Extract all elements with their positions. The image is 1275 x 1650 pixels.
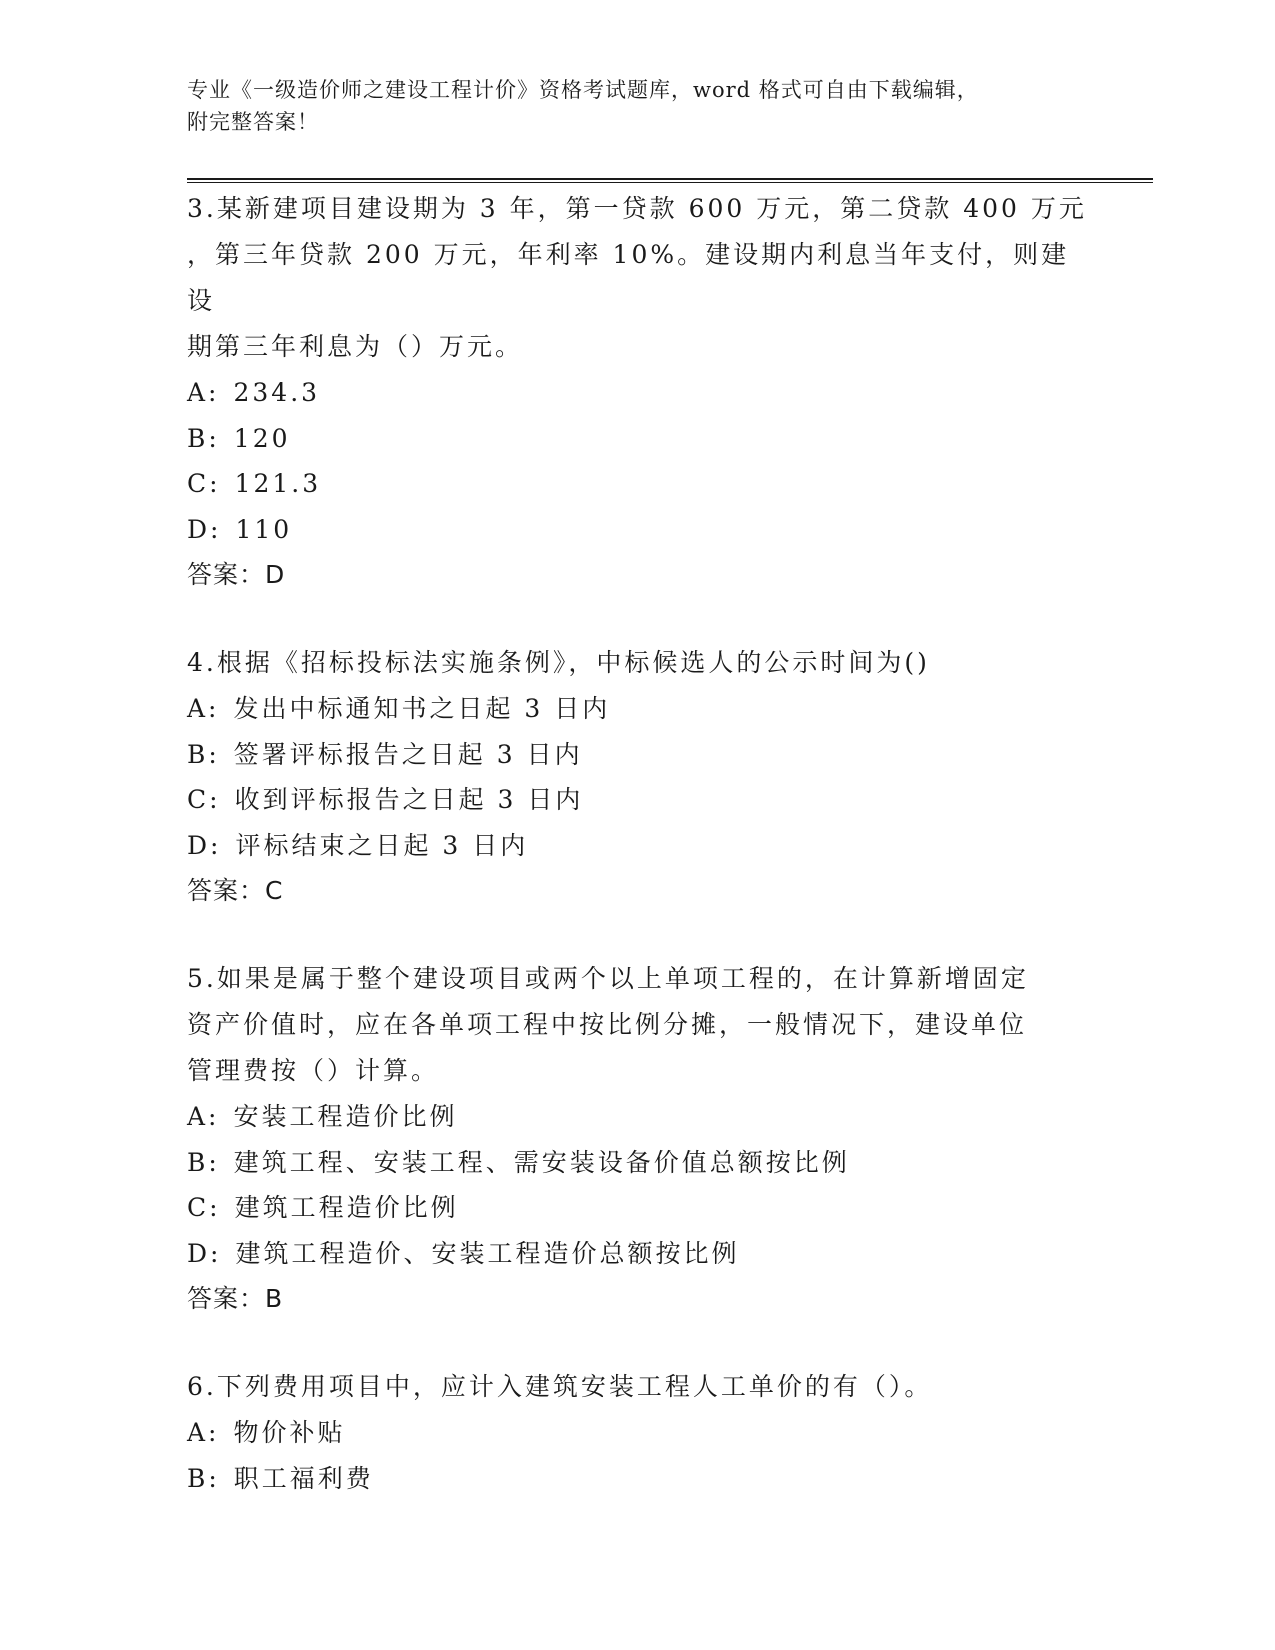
document-header (187, 74, 1087, 138)
option-b: B: 职工福利费 (187, 1463, 374, 1493)
question-line: 3.某新建项目建设期为 3 年，第一贷款 600 万元，第二贷款 400 万元 (187, 194, 1087, 223)
question-line: ，第三年贷款 200 万元，年利率 10%。建设期内利息当年支付，则建设 (187, 240, 1070, 315)
spacer (187, 1322, 1087, 1364)
question-block (187, 956, 1087, 1322)
question-block (187, 640, 1087, 914)
option-d: D: 建筑工程造价、安装工程造价总额按比例 (187, 1238, 740, 1268)
header-line-2: 附完整答案！ (187, 110, 319, 134)
question-block (187, 1364, 1087, 1501)
question-list (187, 186, 1087, 1501)
answer-line: 答案：D (187, 560, 286, 589)
question-line: 期第三年利息为（）万元。 (187, 332, 524, 361)
option-b: B: 120 (187, 423, 291, 453)
question-block (187, 186, 1087, 598)
option-a: A: 234.3 (187, 378, 321, 407)
question-line: 6.下列费用项目中，应计入建筑安装工程人工单价的有（）。 (187, 1372, 933, 1401)
header-line-1: 专业《一级造价师之建设工程计价》资格考试题库，word 格式可自由下载编辑， (187, 78, 979, 102)
spacer (187, 598, 1087, 640)
header-divider-thick (187, 178, 1153, 180)
answer-line: 答案：B (187, 1284, 284, 1313)
option-c: C: 建筑工程造价比例 (187, 1193, 459, 1222)
question-line: 管理费按（）计算。 (187, 1056, 440, 1085)
option-c: C: 121.3 (187, 469, 322, 498)
option-a: A: 物价补贴 (187, 1418, 346, 1447)
question-line: 4.根据《招标投标法实施条例》，中标候选人的公示时间为() (187, 648, 930, 677)
option-a: A: 安装工程造价比例 (187, 1102, 458, 1131)
option-d: D: 110 (187, 514, 293, 544)
answer-line: 答案：C (187, 876, 284, 905)
option-c: C: 收到评标报告之日起 3 日内 (187, 785, 584, 814)
question-line: 资产价值时，应在各单项工程中按比例分摊，一般情况下，建设单位 (187, 1010, 1028, 1039)
question-line: 5.如果是属于整个建设项目或两个以上单项工程的，在计算新增固定 (187, 964, 1029, 993)
header-divider-thin (187, 182, 1153, 183)
option-a: A: 发出中标通知书之日起 3 日内 (187, 694, 611, 723)
spacer (187, 914, 1087, 956)
option-b: B: 签署评标报告之日起 3 日内 (187, 739, 583, 769)
option-d: D: 评标结束之日起 3 日内 (187, 830, 529, 860)
option-b: B: 建筑工程、安装工程、需安装设备价值总额按比例 (187, 1147, 850, 1177)
